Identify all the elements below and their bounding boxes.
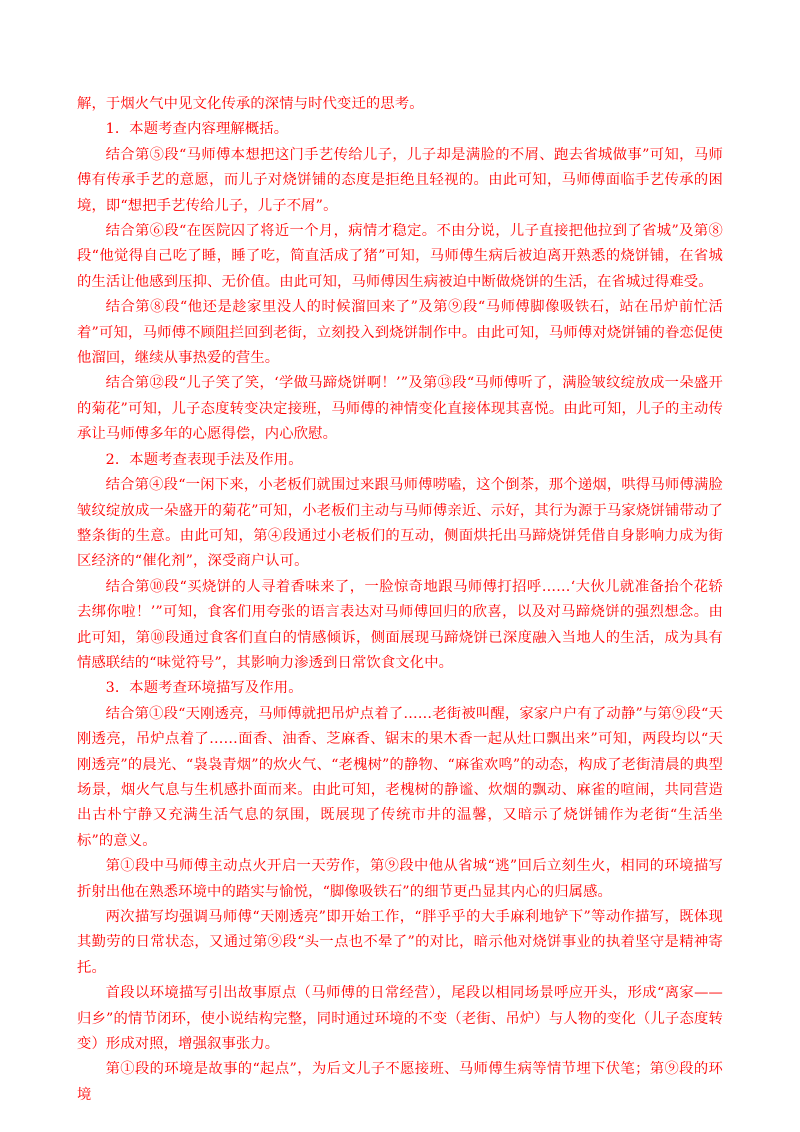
paragraph: 3．本题考查环境描写及作用。 bbox=[105, 680, 303, 697]
paragraph: 第①段中马师傅主动点火开启一天劳作，第⑨段中他从省城“逃”回后立刻生火，相同的环境描写折射出他在熟悉环境中的踏实与愉悦，“脚像吸铁石”的细节更凸显其内心的归属感。 bbox=[77, 858, 723, 900]
paragraph: 结合第⑥段“在医院囚了将近一个月，病情才稳定。不由分说，儿子直接把他拉到了省城”及第⑧段“他觉得自己吃了睡，睡了吃，简直活成了猪”可知，马师傅生病后被迫离开熟悉的烧饼铺，在省城的生活让他感到压抑、无价值。由此可知，马师傅因生病被迫中断做烧饼的生活，在省城过得难受。 bbox=[77, 223, 723, 290]
paragraph: 两次描写均强调马师傅“天刚透亮”即开始工作，“胖乎乎的大手麻利地铲下”等动作描写，既体现其勤劳的日常状态，又通过第⑨段“头一点也不晕了”的对比，暗示他对烧饼事业的执着坚守是精神寄托。 bbox=[77, 909, 723, 976]
answer-analysis-text bbox=[77, 92, 723, 1108]
paragraph: 结合第⑤段“马师傅本想把这门手艺传给儿子，儿子却是满脸的不屑、跑去省城做事”可知，马师傅有传承手艺的意愿，而儿子对烧饼铺的态度是拒绝且轻视的。由此可知，马师傅面临手艺传承的困境，即“想把手艺传给儿子，儿子不屑”。 bbox=[77, 146, 723, 214]
paragraph: 2．本题考查表现手法及作用。 bbox=[105, 451, 303, 468]
paragraph: 解，于烟火气中见文化传承的深情与时代变迁的思考。 bbox=[77, 96, 424, 112]
paragraph: 结合第⑩段“买烧饼的人寻着香味来了，一脸惊奇地跟马师傅打招呼……‘大伙儿就准备抬个花轿去绑你啦！’”可知，食客们用夸张的语言表达对马师傅回归的欣喜，以及对马蹄烧饼的强烈想念。由此可知，第⑩段通过食客们直白的情感倾诉，侧面展现马蹄烧饼已深度融入当地人的生活，成为具有情感联结的“味觉符号”，其影响力渗透到日常饮食文化中。 bbox=[77, 578, 723, 671]
paragraph: 结合第⑧段“他还是趁家里没人的时候溜回来了”及第⑨段“马师傅脚像吸铁石，站在吊炉前忙活着”可知，马师傅不顾阻拦回到老街，立刻投入到烧饼制作中。由此可知，马师傅对烧饼铺的眷恋促使他溜回，继续从事热爱的营生。 bbox=[77, 299, 723, 367]
paragraph: 结合第④段“一闲下来，小老板们就围过来跟马师傅唠嗑，这个倒茶，那个递烟，哄得马师傅满脸皱纹绽放成一朵盛开的菊花”可知，小老板们主动与马师傅亲近、示好，其行为源于马家烧饼铺带动了整条街的生意。由此可知，第④段通过小老板们的互动，侧面烘托出马蹄烧饼凭借自身影响力成为街区经济的“催化剂”，深受商户认可。 bbox=[77, 477, 723, 570]
paragraph: 结合第①段“天刚透亮，马师傅就把吊炉点着了……老街被叫醒，家家户户有了动静”与第⑨段“天刚透亮，吊炉点着了……面香、油香、芝麻香、锯末的果木香一起从灶口飘出来”可知，两段均以“天刚透亮”的晨光、“袅袅青烟”的炊火气、“老槐树”的静物、“麻雀欢鸣”的动态，构成了老街清晨的典型场景，烟火气息与生机感扑面而来。由此可知，老槐树的静谧、炊烟的飘动、麻雀的喧闹，共同营造出古朴宁静又充满生活气息的氛围，既展现了传统市井的温馨，又暗示了烧饼铺作为老街“生活坐标”的意义。 bbox=[77, 705, 723, 849]
paragraph: 首段以环境描写引出故事原点（马师傅的日常经营），尾段以相同场景呼应开头，形成“离家——归乡”的情节闭环，使小说结构完整，同时通过环境的不变（老街、吊炉）与人物的变化（儿子态度转变）形成对照，增强叙事张力。 bbox=[77, 985, 723, 1053]
paragraph: 1．本题考查内容理解概括。 bbox=[105, 121, 289, 138]
paragraph: 第①段的环境是故事的“起点”，为后文儿子不愿接班、马师傅生病等情节埋下伏笔；第⑨段的环境 bbox=[77, 1061, 723, 1103]
paragraph: 结合第⑫段“儿子笑了笑，‘学做马蹄烧饼啊！’”及第⑬段“马师傅听了，满脸皱纹绽放成一朵盛开的菊花”可知，儿子态度转变决定接班，马师傅的神情变化直接体现其喜悦。由此可知，儿子的主动传承让马师傅多年的心愿得偿，内心欣慰。 bbox=[77, 375, 723, 443]
